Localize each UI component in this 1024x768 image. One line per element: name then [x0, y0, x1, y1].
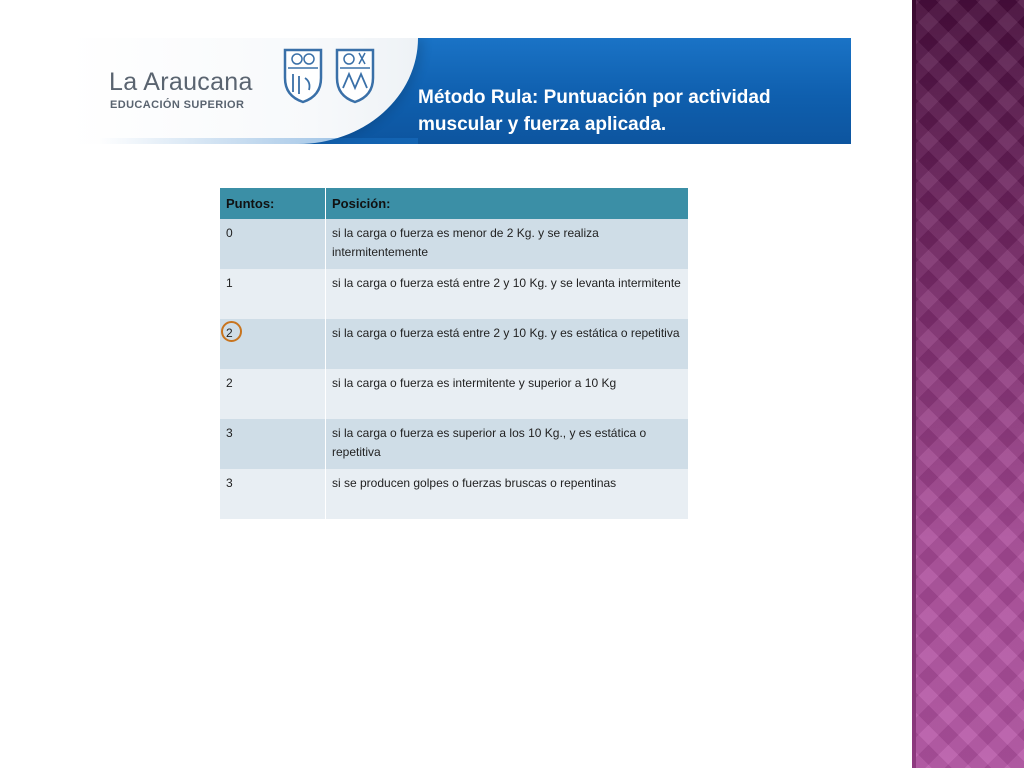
header-banner	[68, 38, 851, 144]
header-points: Puntos:	[220, 188, 326, 219]
table-row	[220, 419, 688, 469]
row-points: 3	[220, 419, 326, 469]
row-points-cell	[220, 319, 326, 369]
header-position: Posición:	[326, 188, 689, 219]
row-position: si se producen golpes o fuerzas bruscas o repentinas	[326, 469, 689, 519]
table-row	[220, 369, 688, 419]
row-position: si la carga o fuerza es superior a los 10 Kg., y es estática o repetitiva	[326, 419, 689, 469]
slide-title	[418, 84, 838, 138]
row-position: si la carga o fuerza está entre 2 y 10 Kg. y es estática o repetitiva	[326, 319, 689, 369]
crest-icon-2	[335, 48, 375, 104]
circle-annotation-icon	[221, 321, 242, 342]
crest-icon	[283, 48, 323, 104]
table-row	[220, 469, 688, 519]
circled-points	[226, 324, 233, 343]
brand-name: La Araucana	[109, 68, 253, 96]
row-points: 0	[220, 219, 326, 269]
table-row-highlighted	[220, 319, 688, 369]
brand-subtitle: EDUCACIÓN SUPERIOR	[110, 99, 245, 111]
row-points: 2	[226, 326, 233, 340]
table-header-row	[220, 188, 688, 219]
title-line-2: muscular y fuerza aplicada.	[418, 114, 667, 135]
rula-score-table	[220, 188, 688, 519]
title-line-1: Método Rula: Puntuación por actividad	[418, 87, 771, 108]
row-position: si la carga o fuerza es intermitente y superior a 10 Kg	[326, 369, 689, 419]
table-row	[220, 219, 688, 269]
row-position: si la carga o fuerza está entre 2 y 10 Kg. y se levanta intermitente	[326, 269, 689, 319]
row-points: 3	[220, 469, 326, 519]
row-position: si la carga o fuerza es menor de 2 Kg. y se realiza intermitentemente	[326, 219, 689, 269]
decorative-side-strip	[912, 0, 1024, 768]
row-points: 2	[220, 369, 326, 419]
brand-panel	[68, 38, 418, 144]
row-points: 1	[220, 269, 326, 319]
table-row	[220, 269, 688, 319]
